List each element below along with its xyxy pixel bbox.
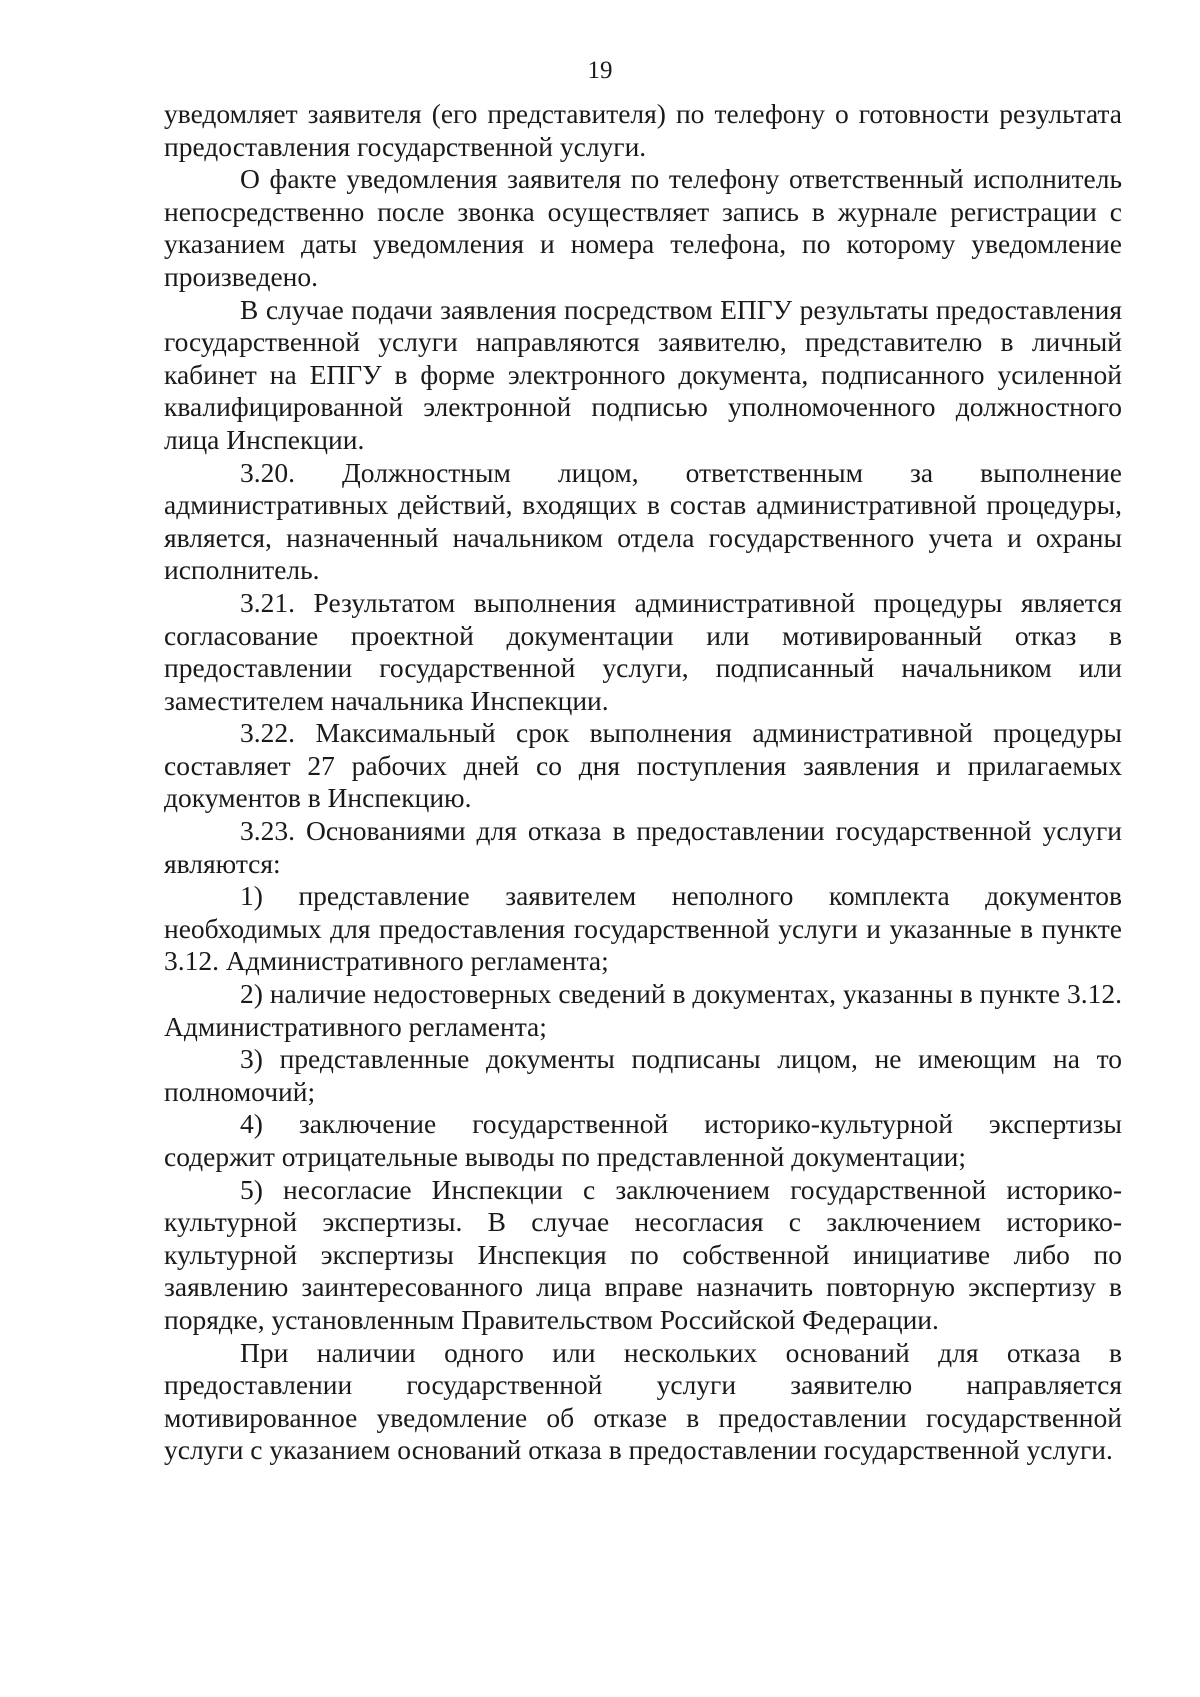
list-item: 5) несогласие Инспекции с заключением государственной историко-культурной экспертизы. В случае несогласия с заключением историко-культурной экспертизы Инспекция по собственной инициативе либо по заявлению заинтересованного лица вправе назначить повторную экспертизу в порядке, установленным Правительством Российской Федерации. xyxy=(164,1173,1122,1335)
paragraph: О факте уведомления заявителя по телефону ответственный исполнитель непосредственно после звонка осуществляет запись в журнале регистрации с указанием даты уведомления и номера телефона, по которому уведомление произведено. xyxy=(164,163,1122,292)
list-item: 4) заключение государственной историко-культурной экспертизы содержит отрицательные выводы по представленной документации; xyxy=(164,1108,1122,1172)
paragraph: При наличии одного или нескольких оснований для отказа в предоставлении государственной услуги заявителю направляется мотивированное уведомление об отказе в предоставлении государственной услуги с указанием оснований отказа в предоставлении государственной услуги. xyxy=(164,1336,1122,1466)
paragraph: 3.23. Основаниями для отказа в предоставлении государственной услуги являются: xyxy=(164,815,1122,879)
document-body xyxy=(164,98,1122,1467)
list-item: 1) представление заявителем неполного комплекта документов необходимых для предоставления государственной услуги и указанные в пункте 3.12. Административного регламента; xyxy=(164,880,1122,977)
paragraph: 3.20. Должностным лицом, ответственным за выполнение административных действий, входящих в состав административной процедуры, является, назначенный начальником отдела государственного учета и охраны исполнитель. xyxy=(164,456,1122,586)
list-item: 3) представленные документы подписаны лицом, не имеющим на то полномочий; xyxy=(164,1043,1122,1107)
paragraph: 3.21. Результатом выполнения административной процедуры является согласование проектной документации или мотивированный отказ в предоставлении государственной услуги, подписанный начальником или заместителем начальника Инспекции. xyxy=(164,586,1122,716)
paragraph: 3.22. Максимальный срок выполнения административной процедуры составляет 27 рабочих дней со дня поступления заявления и прилагаемых документов в Инспекцию. xyxy=(164,717,1122,814)
paragraph: В случае подачи заявления посредством ЕПГУ результаты предоставления государственной услуги направляются заявителю, представителю в личный кабинет на ЕПГУ в форме электронного документа, подписанного усиленной квалифицированной электронной подписью уполномоченного должностного лица Инспекции. xyxy=(164,293,1122,455)
list-item: 2) наличие недостоверных сведений в документах, указанны в пункте 3.12. Административного регламента; xyxy=(164,978,1122,1042)
paragraph: уведомляет заявителя (его представителя) по телефону о готовности результата предоставления государственной услуги. xyxy=(164,98,1122,162)
page-number: 19 xyxy=(587,57,613,84)
